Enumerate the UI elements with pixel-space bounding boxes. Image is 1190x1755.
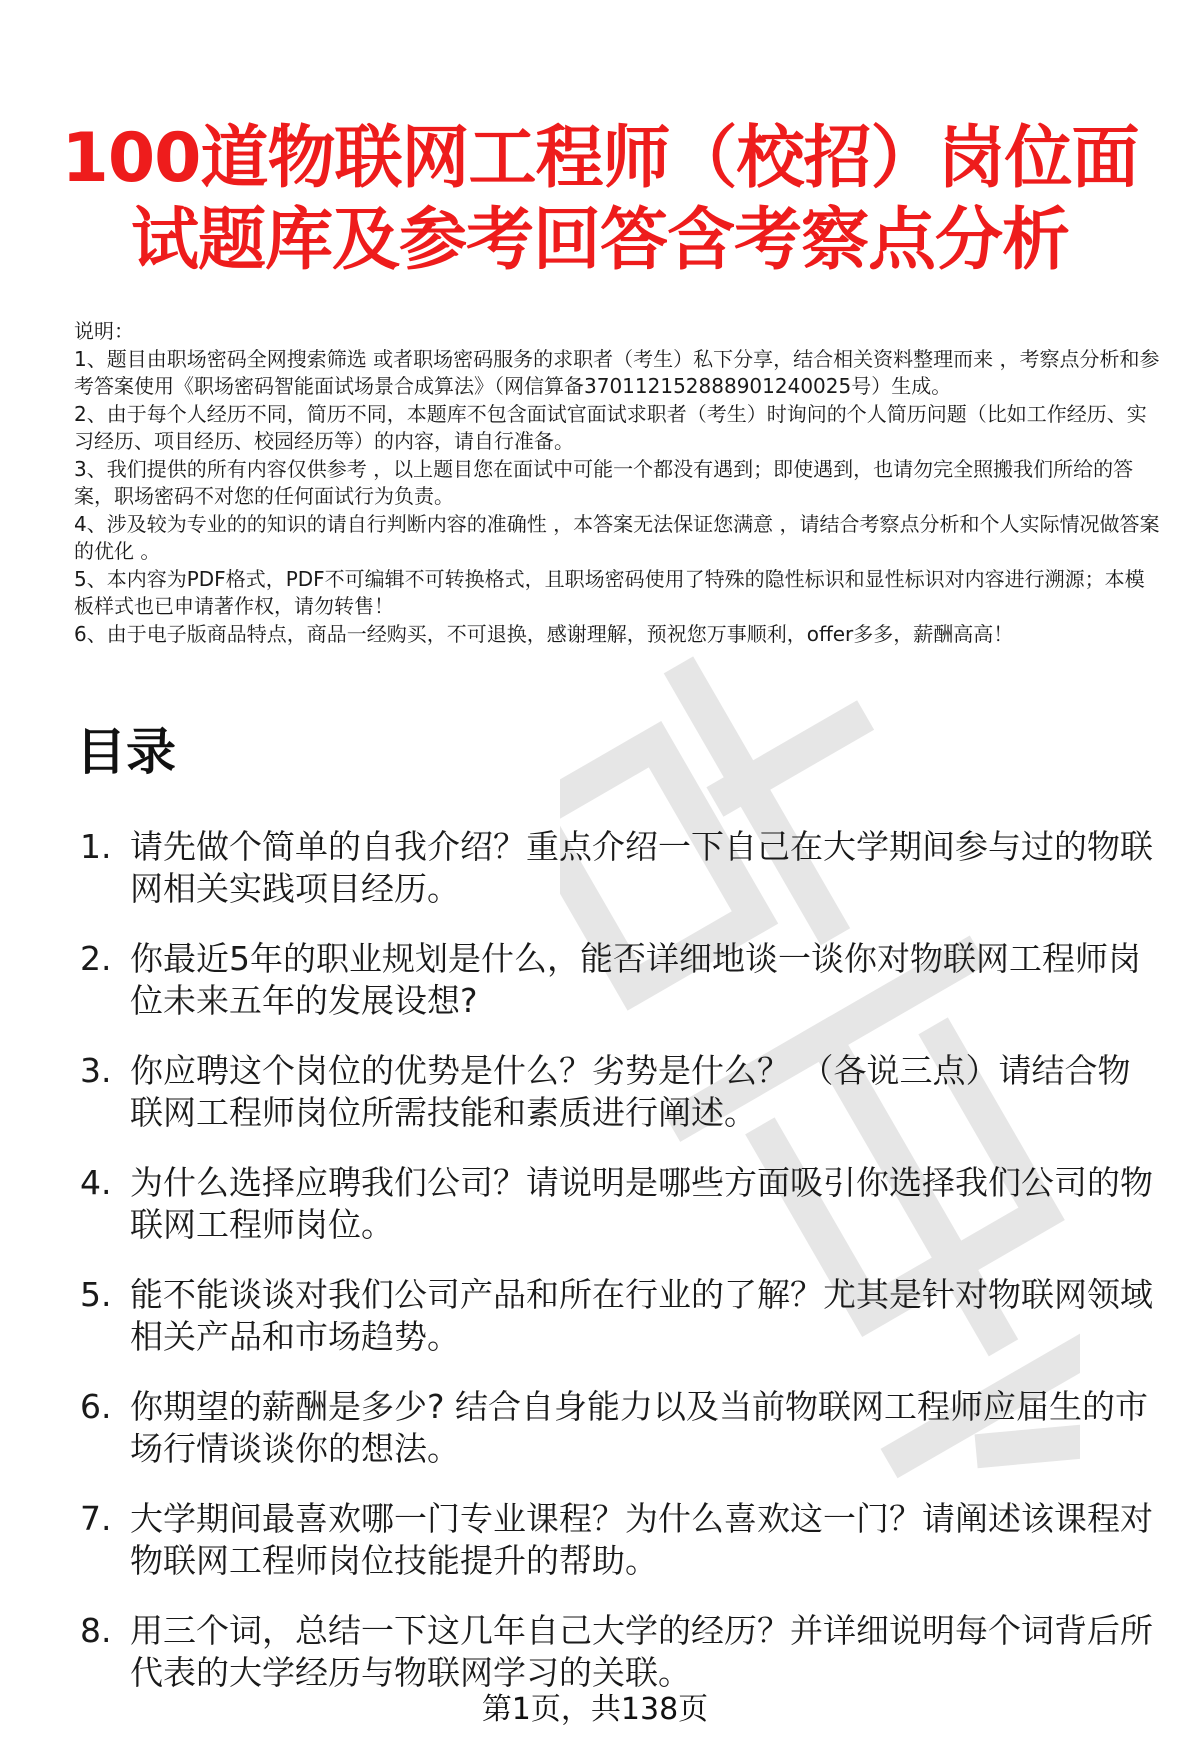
toc-item-number: 6.: [80, 1387, 112, 1426]
toc-item[interactable]: [80, 938, 1160, 1022]
toc-item-number: 7.: [80, 1499, 112, 1538]
toc-item[interactable]: [80, 1274, 1160, 1358]
note-item: 6、由于电子版商品特点，商品一经购买，不可退换，感谢理解，预祝您万事顺利，offer多多，薪酬高高！: [74, 621, 1014, 646]
toc-item-text: 请先做个简单的自我介绍？重点介绍一下自己在大学期间参与过的物联网相关实践项目经历。: [130, 827, 1153, 908]
toc-item[interactable]: [80, 1050, 1160, 1134]
note-item: 2、由于每个人经历不同，简历不同，本题库不包含面试官面试求职者（考生）时询问的个人简历问题（比如工作经历、实习经历、项目经历、校园经历等）的内容，请自行准备。: [74, 401, 1147, 453]
toc-item-number: 5.: [80, 1275, 112, 1314]
toc-item[interactable]: [80, 1386, 1160, 1470]
document-title: 100道物联网工程师（校招）岗位面试题库及参考回答含考察点分析: [61, 119, 1139, 280]
toc-item-text: 大学期间最喜欢哪一门专业课程？为什么喜欢这一门？请阐述该课程对物联网工程师岗位技能提升的帮助。: [130, 1499, 1153, 1580]
toc-item-text: 用三个词，总结一下这几年自己大学的经历？并详细说明每个词背后所代表的大学经历与物联网学习的关联。: [130, 1611, 1153, 1692]
page-footer: 第1页，共138页: [481, 1692, 709, 1727]
toc-item-text: 你应聘这个岗位的优势是什么？劣势是什么？ （各说三点）请结合物联网工程师岗位所需技能和素质进行阐述。: [130, 1051, 1131, 1132]
toc-item-text: 你最近5年的职业规划是什么，能否详细地谈一谈你对物联网工程师岗位未来五年的发展设想?: [130, 939, 1141, 1020]
notes-section: [74, 318, 1164, 648]
toc-item-number: 8.: [80, 1611, 112, 1650]
toc-heading: 目录: [76, 723, 176, 781]
toc-item[interactable]: [80, 1610, 1160, 1694]
note-item: 1、题目由职场密码全网搜索筛选 或者职场密码服务的求职者（考生）私下分享，结合相关资料整理而来 ，考察点分析和参考答案使用《职场密码智能面试场景合成算法》（网信算备370112152888901240025号）生成。: [74, 346, 1160, 398]
toc-item[interactable]: [80, 1162, 1160, 1246]
toc-item-number: 3.: [80, 1051, 112, 1090]
toc-item-number: 2.: [80, 939, 112, 978]
notes-heading: 说明：: [74, 319, 134, 343]
note-item: 5、本内容为PDF格式，PDF不可编辑不可转换格式，且职场密码使用了特殊的隐性标识和显性标识对内容进行溯源；本模板样式也已申请著作权，请勿转售！: [74, 566, 1145, 618]
toc-list: [80, 826, 1160, 1722]
toc-item[interactable]: [80, 826, 1160, 910]
note-item: 3、我们提供的所有内容仅供参考 ，以上题目您在面试中可能一个都没有遇到；即使遇到，也请勿完全照搬我们所给的答案，职场密码不对您的任何面试行为负责。: [74, 456, 1134, 508]
toc-item-number: 4.: [80, 1163, 112, 1202]
toc-item-text: 为什么选择应聘我们公司？请说明是哪些方面吸引你选择我们公司的物联网工程师岗位。: [130, 1163, 1153, 1244]
toc-item-text: 能不能谈谈对我们公司产品和所在行业的了解？尤其是针对物联网领域相关产品和市场趋势。: [130, 1275, 1153, 1356]
toc-item-text: 你期望的薪酬是多少? 结合自身能力以及当前物联网工程师应届生的市场行情谈谈你的想法。: [130, 1387, 1149, 1468]
toc-item[interactable]: [80, 1498, 1160, 1582]
note-item: 4、涉及较为专业的的知识的请自行判断内容的准确性 ，本答案无法保证您满意 ，请结合考察点分析和个人实际情况做答案的优化 。: [74, 511, 1160, 563]
toc-item-number: 1.: [80, 827, 112, 866]
